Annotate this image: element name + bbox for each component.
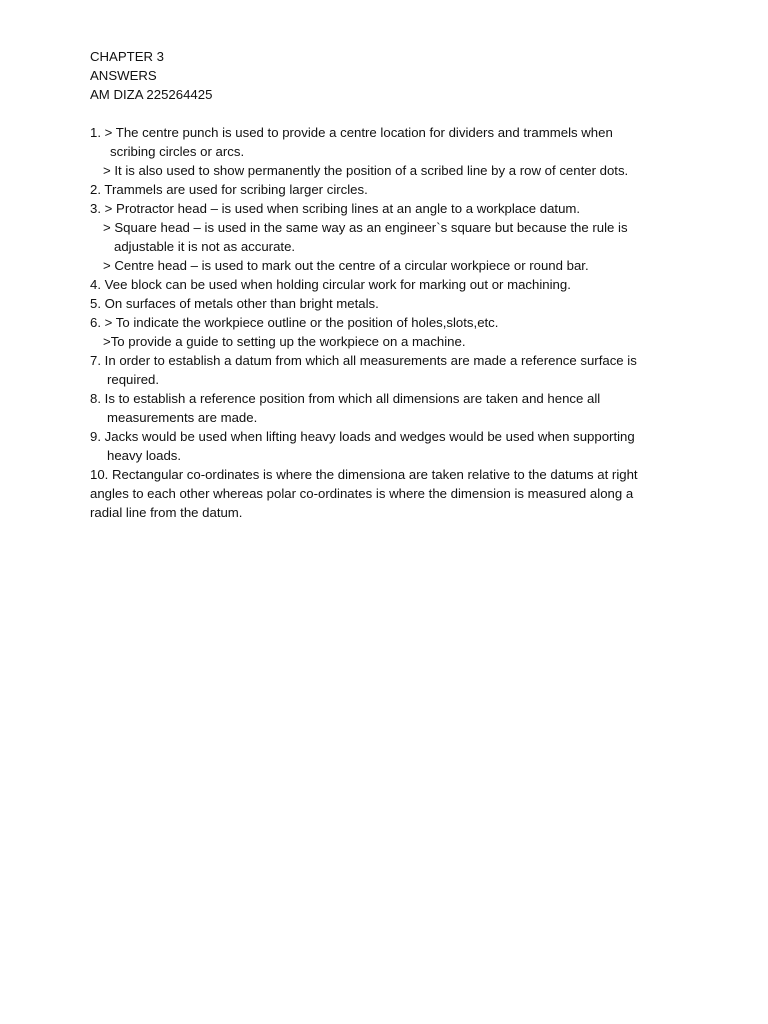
answer-2: 2. Trammels are used for scribing larger circles.: [90, 182, 368, 197]
answer-7-line-1: 7. In order to establish a datum from which all measurements are made a reference surface is: [90, 353, 637, 368]
answer-8-line-2: measurements are made.: [107, 410, 258, 425]
document-page: [90, 47, 690, 522]
answer-8-line-1: 8. Is to establish a reference position from which all dimensions are taken and hence all: [90, 391, 601, 406]
answer-10-line-1: 10. Rectangular co-ordinates is where the dimensiona are taken relative to the datums at right: [90, 467, 638, 482]
answer-10-line-2: angles to each other whereas polar co-ordinates is where the dimension is measured along a: [90, 486, 634, 501]
answer-1-line-3: > It is also used to show permanently the position of a scribed line by a row of center dots.: [103, 163, 629, 178]
answer-1-line-2: scribing circles or arcs.: [110, 144, 245, 159]
answer-6-line-2: >To provide a guide to setting up the workpiece on a machine.: [103, 334, 466, 349]
answer-1-line-1: 1. > The centre punch is used to provide a centre location for dividers and trammels when: [90, 125, 613, 140]
answer-3-line-4: > Centre head – is used to mark out the centre of a circular workpiece or round bar.: [103, 258, 589, 273]
answer-10-line-3: radial line from the datum.: [90, 505, 243, 520]
answer-6-line-1: 6. > To indicate the workpiece outline or the position of holes,slots,etc.: [90, 315, 499, 330]
answer-3-line-2: > Square head – is used in the same way as an engineer`s square but because the rule is: [103, 220, 628, 235]
answer-3-line-1: 3. > Protractor head – is used when scribing lines at an angle to a workplace datum.: [90, 201, 581, 216]
answer-4: 4. Vee block can be used when holding circular work for marking out or machining.: [90, 277, 571, 292]
chapter-heading: CHAPTER 3: [90, 49, 165, 64]
answer-3-line-3: adjustable it is not as accurate.: [114, 239, 296, 254]
spacer: [90, 104, 690, 123]
author-line: AM DIZA 225264425: [90, 87, 213, 102]
answer-9-line-1: 9. Jacks would be used when lifting heavy loads and wedges would be used when supporting: [90, 429, 635, 444]
answer-5: 5. On surfaces of metals other than bright metals.: [90, 296, 379, 311]
answer-7-line-2: required.: [107, 372, 160, 387]
answer-9-line-2: heavy loads.: [107, 448, 182, 463]
document-title: ANSWERS: [90, 68, 157, 83]
